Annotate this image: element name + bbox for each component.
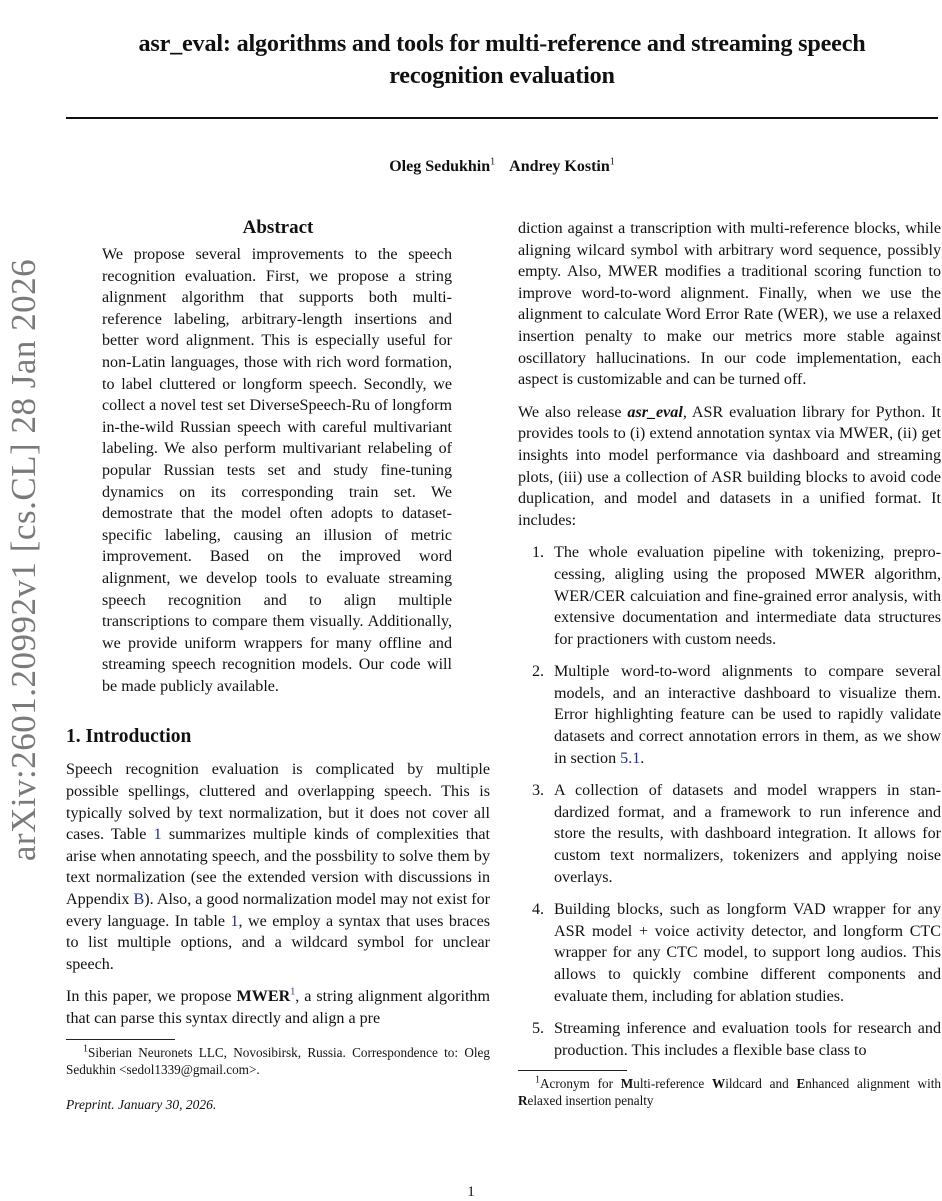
acronym-letter: E bbox=[796, 1076, 806, 1092]
list-number: 1. bbox=[532, 544, 545, 562]
intro-paragraph-2 bbox=[66, 986, 490, 1029]
intro-paragraph-1 bbox=[66, 759, 490, 975]
abstract-text: We propose several improvements to the speech recognition evaluation. First, we propose a string alignment algorithm that supports both multi-reference labeling, arbitrary-length insertions and better word alignment. This is especially useful for non-Latin languages, those with rich word formation, to label cluttered or longform speech. Secondly, we collect a novel test set DiverseSpeech-Ru of longform in-the-wild Russian speech with careful multivariant labeling. We also perform multivariant relabeling of popular Russian tests set and study fine-tuning dynamics on its corresponding train set. We demostrate that the model often adopts to dataset-specific labeling, causing an illusion of metric improvement. Based on the improved word alignment, we develop tools to evaluate streaming speech recognition and to align multiple transcriptions to compare them visually. Additionally, we provide uniform wrappers for many offline and streaming speech recognition models. Our code will be made publicly available. bbox=[102, 246, 452, 695]
right-column bbox=[518, 218, 941, 1109]
section-heading-introduction: 1. Introduction bbox=[66, 726, 192, 748]
intro-paragraph-3 bbox=[518, 402, 941, 532]
table-1-link[interactable]: 1 bbox=[153, 826, 162, 844]
footnote-mark: 1 bbox=[535, 1074, 540, 1086]
paper-title bbox=[66, 28, 938, 92]
arxiv-identifier-stamp: arXiv:2601.20992v1 [cs.CL] 28 Jan 2026 bbox=[4, 258, 43, 862]
text-run: nhanced alignment with bbox=[805, 1076, 941, 1092]
title-line-1: asr_eval: algorithms and tools for multi-reference and streaming speech bbox=[138, 30, 866, 57]
list-text: Streaming inference and evaluation tools for research and production. This includes a flexible base class to bbox=[554, 1020, 941, 1059]
list-item bbox=[518, 542, 941, 650]
list-text: Multiple word-to-word alignments to compare several models, and an interactive dashboard to visualize them. Error highlighting feature can be used to rapidly validate datasets and correct annotation errors in them, as we show in section bbox=[554, 663, 941, 767]
acronym-letter: W bbox=[712, 1076, 726, 1092]
affiliation-mark: 1 bbox=[609, 156, 615, 168]
list-number: 2. bbox=[532, 663, 545, 681]
text-run: In this paper, we propose bbox=[66, 988, 237, 1006]
mwer-term: MWER bbox=[236, 988, 291, 1006]
page-number: 1 bbox=[467, 1184, 475, 1200]
affiliation-mark: 1 bbox=[490, 156, 496, 168]
preprint-note: Preprint. January 30, 2026. bbox=[66, 1096, 217, 1112]
author bbox=[389, 158, 495, 175]
text-run: . bbox=[640, 749, 645, 767]
text-run: Speech recognition evaluation is complicated by multiple possible spellings, cluttered and overlapping speech. This is typically solved by text normalization, but it does not cover all cases. Table bbox=[66, 761, 490, 844]
list-item bbox=[518, 661, 941, 769]
footnote-1-link[interactable]: 1 bbox=[290, 987, 296, 999]
author bbox=[509, 158, 615, 175]
text-run: ildcard and bbox=[725, 1076, 797, 1092]
intro-paragraph-2-continued: diction against a transcription with multi-reference blocks, while aligning wilcard symbol with arbitrary word sequence, possibly empty. Also, MWER modifies a traditional scoring function to improve word-to-word alignment. Finally, when we use the alignment to calculate Word Error Rate (WER), we use a relaxed insertion penalty to make our metrics more stable against oscillatory hallucinations. In our code implementation, each aspect is customizable and can be turned off. bbox=[518, 220, 941, 389]
acronym-letter: R bbox=[518, 1093, 528, 1109]
title-rule bbox=[66, 117, 938, 119]
section-5-1-link[interactable]: 5.1 bbox=[620, 749, 641, 767]
list-text: Building blocks, such as longform VAD wrapper for any ASR model + voice activity detector, and longform CTC wrapper for any CTC model, to support long audios. This allows to quickly combine different components and evaluate them, including for ablation studies. bbox=[554, 901, 941, 1005]
contributions-list bbox=[518, 542, 941, 1061]
text-run: ulti-reference bbox=[633, 1076, 713, 1092]
list-number: 4. bbox=[532, 901, 545, 919]
table-1-link[interactable]: 1 bbox=[230, 912, 239, 930]
list-item bbox=[518, 1018, 941, 1061]
footnote-text bbox=[518, 1076, 941, 1108]
footnote-mark: 1 bbox=[83, 1043, 88, 1055]
list-item bbox=[518, 780, 941, 888]
text-run: , a string alignment algorithm that can parse this syntax directly and align a pre bbox=[66, 988, 490, 1027]
list-text: The whole evaluation pipeline with tokenizing, preprocessing, aligling using the proposed MWER algorithm, WER/CER calcuiation and fine-grained error analysis, with extensive documentation and intermediate data structures for practioners with custom needs. bbox=[554, 544, 941, 648]
author-name: Andrey Kostin bbox=[509, 158, 610, 175]
list-number: 5. bbox=[532, 1020, 545, 1038]
title-line-2: recognition evaluation bbox=[389, 62, 615, 89]
footnote-text: Siberian Neuronets LLC, Novosibirsk, Russia. Correspondence to: Oleg Sedukhin <sedol1339@gmail.com>. bbox=[66, 1044, 490, 1077]
list-number: 3. bbox=[532, 782, 545, 800]
appendix-b-link[interactable]: B bbox=[133, 891, 145, 909]
list-text: A collection of datasets and model wrappers in standardized format, and a framework to run inference and store the results, with dashboard integration. It allows for custom text normalizers, tokenizers and applying noise overlays. bbox=[554, 782, 941, 886]
library-name: asr_eval bbox=[627, 403, 683, 421]
author-name: Oleg Sedukhin bbox=[389, 158, 491, 175]
text-run: We also release bbox=[518, 403, 628, 421]
text-run: , we employ a syntax that uses braces to list multiple options, and a wildcard symbol for unclear speech. bbox=[66, 912, 490, 973]
text-run: Acronym for bbox=[540, 1076, 621, 1092]
author-list bbox=[66, 157, 938, 177]
acronym-letter: M bbox=[620, 1076, 634, 1092]
text-run: summarizes multiple kinds of complexities that arise when annotating speech, and the possbility to solve them by text normalization (see the extended version with discussions in Appendix bbox=[66, 826, 491, 909]
text-run: ). Also, a good normalization model may not exist for every language. In table bbox=[66, 891, 490, 930]
text-run: elaxed insertion penalty bbox=[527, 1093, 654, 1109]
abstract-heading: Abstract bbox=[242, 217, 314, 238]
list-item bbox=[518, 899, 941, 1007]
footnote-acronym bbox=[518, 1075, 941, 1109]
text-run: , ASR evaluation library for Python. It provides tools to (i) extend annotation syntax via MWER, (ii) get insights into model performance via dashboard and streaming plots, (iii) use a collection of ASR building blocks to avoid code duplication, and model and datasets in a unified format. It includes: bbox=[518, 403, 941, 529]
left-column bbox=[66, 214, 490, 1114]
footnote-affiliation bbox=[66, 1044, 490, 1078]
